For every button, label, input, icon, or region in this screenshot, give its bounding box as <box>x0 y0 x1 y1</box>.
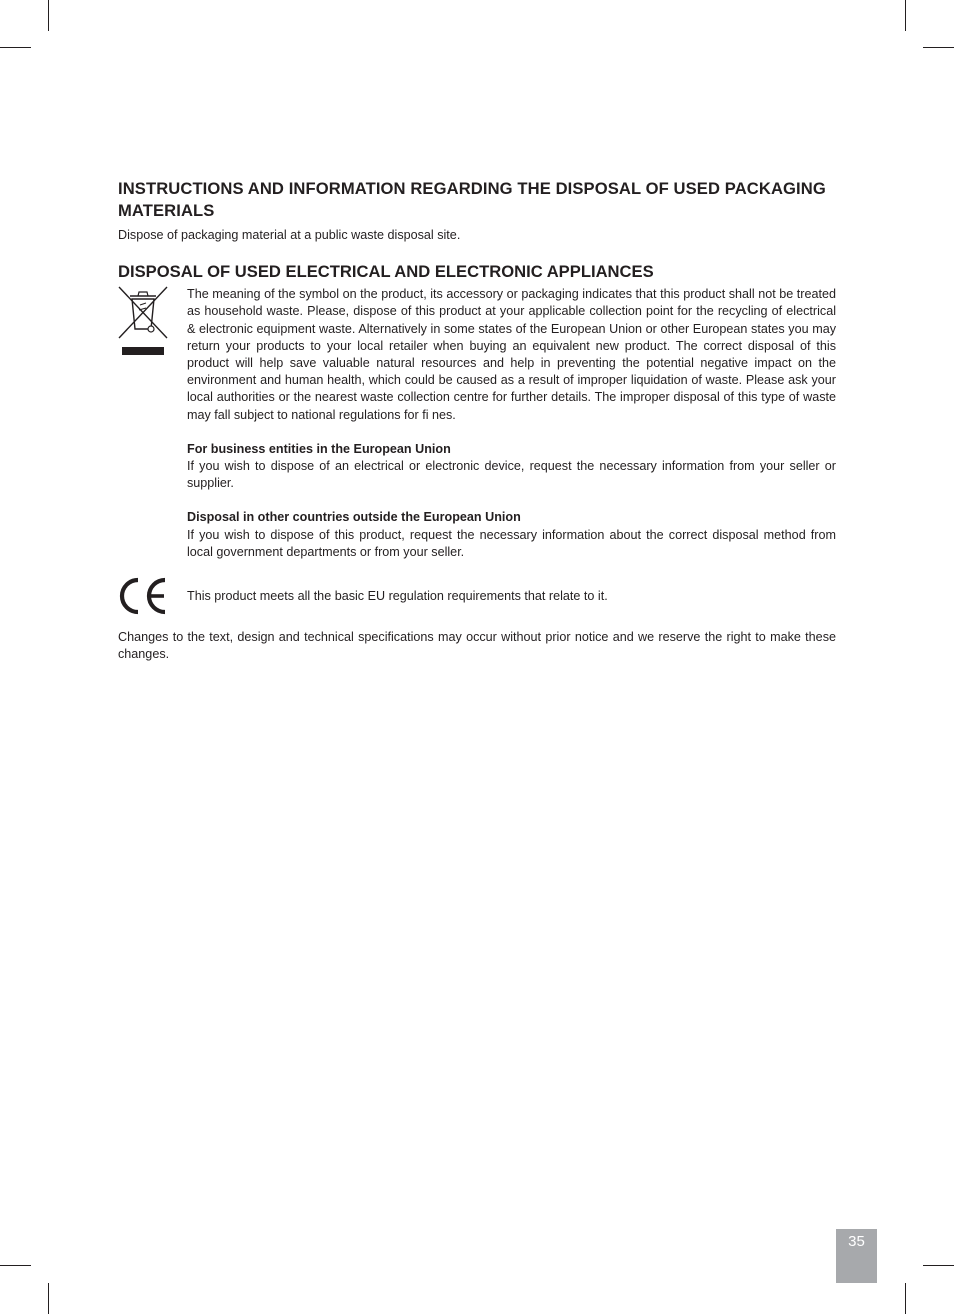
packaging-disposal-text: Dispose of packaging material at a public waste disposal site. <box>118 228 461 242</box>
weee-explanation-text: The meaning of the symbol on the product, its accessory or packaging indicates that this product shall not be treated as household waste. Please, dispose of this product at your applicable collection point for the recycling of electrical & electronic equipment waste. Alternatively in some states of the European Union or other European states you may return your products to your local retailer when buying an equivalent new product. The correct disposal of this product will help save valuable natural resources and help in preventing the potential negative impact on the environment and human health, which could be caused as a result of improper liquidation of waste. Please ask your local authorities or the nearest waste collection centre for further details. The improper disposal of this type of waste may fall subject to national regulations for fi nes. <box>187 287 836 422</box>
outside-eu-text: If you wish to dispose of this product, request the necessary information about the correct disposal method from local government departments or from your seller. <box>187 527 836 559</box>
crossed-out-wheelie-bin-icon <box>118 283 168 359</box>
ce-compliance-text: This product meets all the basic EU regulation requirements that relate to it. <box>187 589 608 604</box>
packaging-disposal-title: INSTRUCTIONS AND INFORMATION REGARDING THE DISPOSAL OF USED PACKAGING MATERIALS <box>118 179 826 220</box>
crop-mark-top-right-horizontal <box>923 47 954 48</box>
page-number: 35 <box>836 1229 877 1283</box>
crop-mark-bottom-left-vertical <box>48 1283 49 1314</box>
crop-mark-bottom-right-horizontal <box>923 1265 954 1266</box>
crop-mark-top-left-vertical <box>48 0 49 31</box>
electrical-disposal-title: DISPOSAL OF USED ELECTRICAL AND ELECTRONIC APPLIANCES <box>118 262 654 282</box>
crop-mark-top-left-horizontal <box>0 47 31 48</box>
changes-notice-text: Changes to the text, design and technical specifications may occur without prior notice and we reserve the right to make these changes. <box>118 630 836 662</box>
crop-mark-bottom-left-horizontal <box>0 1265 31 1266</box>
business-entities-heading: For business entities in the European Union <box>187 441 451 456</box>
ce-section <box>118 577 836 617</box>
outside-eu-heading: Disposal in other countries outside the European Union <box>187 510 521 525</box>
weee-section <box>118 286 836 561</box>
business-entities-text: If you wish to dispose of an electrical or electronic device, request the necessary information from your seller or supplier. <box>187 459 836 491</box>
ce-mark-icon <box>118 577 168 615</box>
crop-mark-top-right-vertical <box>905 0 906 31</box>
crop-mark-bottom-right-vertical <box>905 1283 906 1314</box>
page-content <box>118 178 836 663</box>
